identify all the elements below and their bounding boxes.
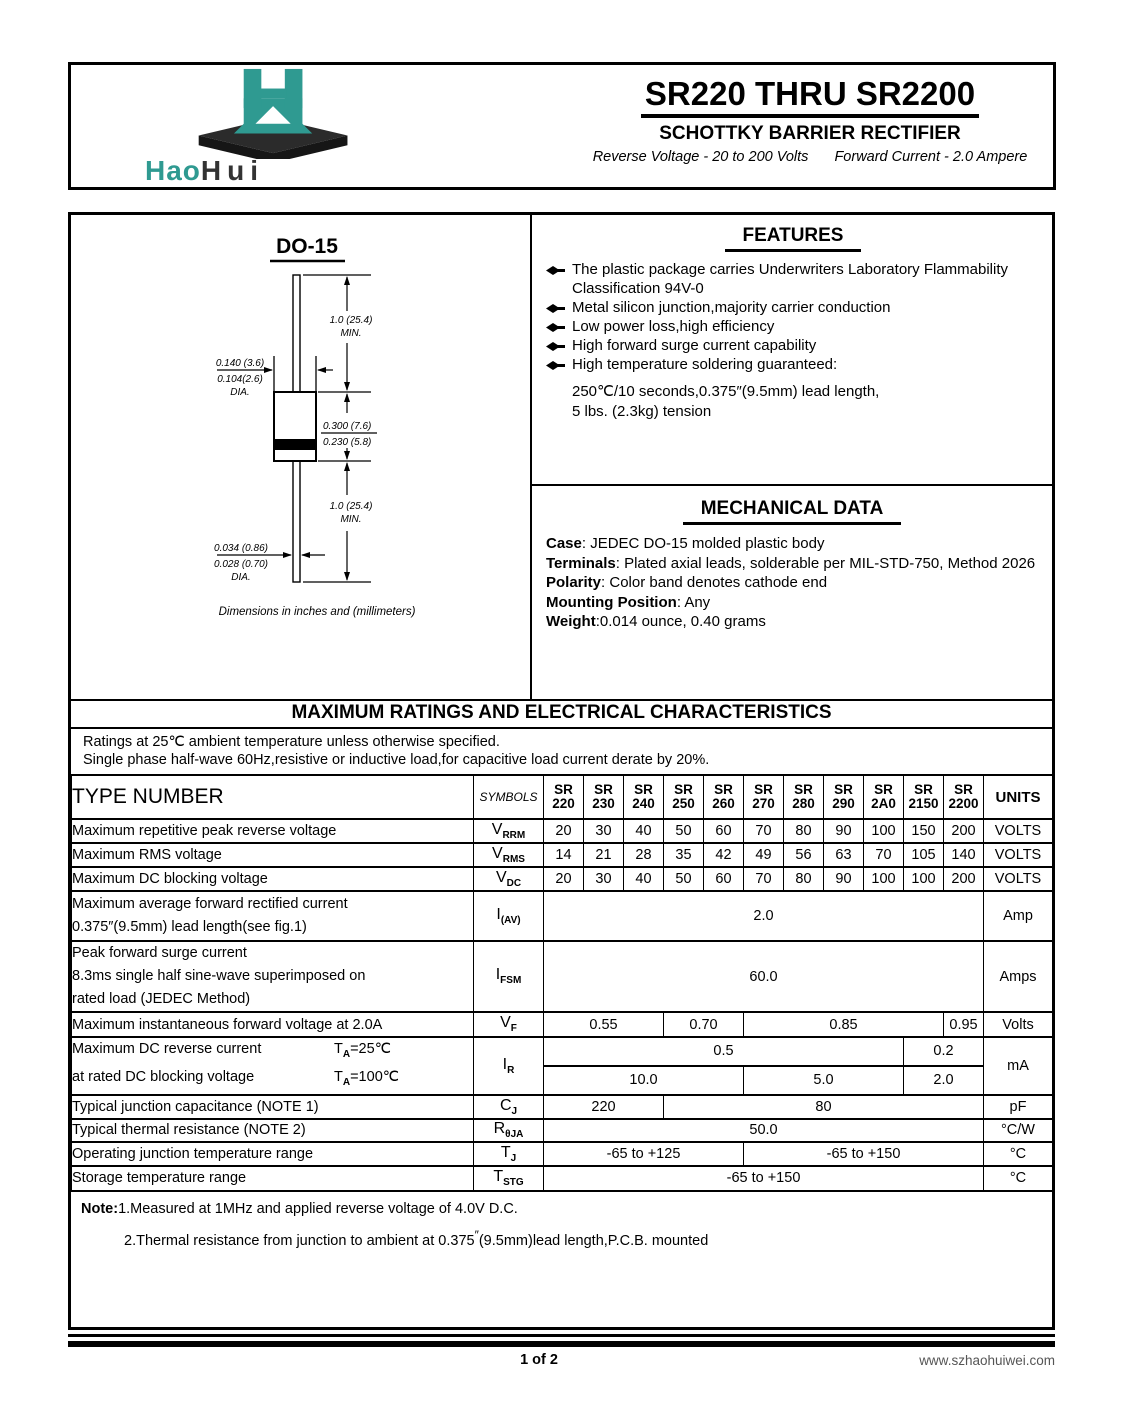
table-row-vf bbox=[72, 1012, 1053, 1037]
type-col-sr2a0: SR 2A0 bbox=[864, 775, 904, 819]
dim-body-length-min: 0.230 (5.8) bbox=[323, 437, 372, 448]
package-drawing-panel bbox=[71, 215, 532, 699]
dim-body-dia-max: 0.140 (3.6) bbox=[215, 358, 265, 369]
feature-detail-lines: 250℃/10 seconds,0.375″(9.5mm) lead length, 5 lbs. (2.3kg) tension bbox=[572, 383, 880, 420]
unit-cell: VOLTS bbox=[984, 819, 1053, 843]
value-cell: 90 bbox=[824, 819, 864, 843]
value-cell: -65 to +150 bbox=[744, 1142, 984, 1166]
type-col-sr260: SR 260 bbox=[704, 775, 744, 819]
value-cell: 80 bbox=[784, 819, 824, 843]
value-cell: 0.95 bbox=[944, 1012, 984, 1037]
mech-row-terminals: Terminals: Plated axial leads, solderable per MIL-STD-750, Method 2026 bbox=[546, 554, 1036, 572]
table-row-vrms bbox=[72, 843, 1053, 867]
param-cell: Maximum DC reverse current $T_A=25℃$ at rated DC blocking voltage $T_A=100℃$ bbox=[72, 1037, 474, 1095]
ratings-tagline bbox=[576, 149, 1044, 165]
value-cell: 220 bbox=[544, 1095, 664, 1119]
mech-row-weight: Weight:0.014 ounce, 0.40 grams bbox=[546, 613, 766, 630]
condition-line: Single phase half-wave 60Hz,resistive or inductive load,for capacitive load current derate by 20%. bbox=[83, 751, 710, 768]
value-cell: 200 bbox=[944, 819, 984, 843]
symbol-cell: $I_{(AV)}$ bbox=[474, 891, 544, 941]
type-col-sr220: SR 220 bbox=[544, 775, 584, 819]
type-number-header: TYPE NUMBER bbox=[72, 775, 474, 819]
lead-top bbox=[293, 275, 300, 392]
feature-item: High temperature soldering guaranteed: bbox=[546, 355, 1042, 374]
param-cell: Operating junction temperature range bbox=[72, 1142, 474, 1166]
mech-row-case: Case: JEDEC DO-15 molded plastic body bbox=[546, 535, 825, 552]
value-cell: 63 bbox=[824, 843, 864, 867]
unit-cell: VOLTS bbox=[984, 867, 1053, 891]
value-cell: 2.0 bbox=[544, 891, 984, 941]
mech-row-mounting: Mounting Position: Any bbox=[546, 593, 711, 611]
dim-lead-top-length: 1.0 (25.4) bbox=[329, 315, 373, 326]
table-row-ir-25c bbox=[72, 1037, 1053, 1066]
value-cell: 70 bbox=[864, 843, 904, 867]
value-cell: 20 bbox=[544, 867, 584, 891]
table-row-iav bbox=[72, 891, 1053, 941]
value-cell: 150 bbox=[904, 819, 944, 843]
table-row-tj bbox=[72, 1142, 1053, 1166]
unit-cell: °C bbox=[984, 1142, 1053, 1166]
value-cell: 0.2 bbox=[904, 1037, 984, 1066]
reverse-voltage-range: Reverse Voltage - 20 to 200 Volts bbox=[592, 149, 809, 165]
part-number-title: SR220 THRU SR2200 bbox=[641, 75, 979, 118]
bullet-arrow-icon bbox=[546, 303, 565, 314]
condition-line: Ratings at 25℃ ambient temperature unless otherwise specified. bbox=[83, 734, 500, 750]
mechanical-data-title: MECHANICAL DATA bbox=[683, 498, 902, 525]
type-col-sr240: SR 240 bbox=[624, 775, 664, 819]
unit-cell: Volts bbox=[984, 1012, 1053, 1037]
value-cell: 20 bbox=[544, 819, 584, 843]
table-row-vrrm bbox=[72, 819, 1053, 843]
dim-lead-bottom-length: 1.0 (25.4) bbox=[329, 501, 373, 512]
type-col-sr230: SR 230 bbox=[584, 775, 624, 819]
device-type-subtitle: SCHOTTKY BARRIER RECTIFIER bbox=[659, 123, 961, 144]
feature-item: Metal silicon junction,majority carrier conduction bbox=[546, 298, 1042, 317]
unit-cell: Amps bbox=[984, 941, 1053, 1012]
param-cell: Typical junction capacitance (NOTE 1) bbox=[72, 1095, 474, 1119]
value-cell: 60 bbox=[704, 867, 744, 891]
dim-lead-dia-unit: DIA. bbox=[231, 572, 251, 583]
value-cell: 40 bbox=[624, 819, 664, 843]
dim-lead-bottom-min: MIN. bbox=[340, 514, 362, 525]
value-cell: 60 bbox=[704, 819, 744, 843]
symbol-cell: $I_R$ bbox=[474, 1037, 544, 1095]
unit-cell: pF bbox=[984, 1095, 1053, 1119]
value-cell: 100 bbox=[904, 867, 944, 891]
symbol-cell: $R_{\theta JA}$ bbox=[474, 1119, 544, 1142]
param-cell: Maximum DC blocking voltage bbox=[72, 867, 474, 891]
symbol-cell: $V_{RMS}$ bbox=[474, 843, 544, 867]
cathode-band bbox=[274, 439, 316, 450]
symbol-cell: $C_J$ bbox=[474, 1095, 544, 1119]
value-cell: 80 bbox=[664, 1095, 984, 1119]
unit-cell: mA bbox=[984, 1037, 1053, 1095]
package-name-label: DO-15 bbox=[276, 235, 338, 258]
content-box bbox=[68, 212, 1055, 1330]
upper-split bbox=[71, 215, 1052, 701]
symbol-cell: $V_{RRM}$ bbox=[474, 819, 544, 843]
value-cell: 70 bbox=[744, 819, 784, 843]
ratings-conditions bbox=[71, 729, 1052, 774]
value-cell: 105 bbox=[904, 843, 944, 867]
units-header: UNITS bbox=[984, 775, 1053, 819]
value-cell: 90 bbox=[824, 867, 864, 891]
value-cell: 50.0 bbox=[544, 1119, 984, 1142]
table-header-row bbox=[72, 775, 1053, 819]
value-cell: 100 bbox=[864, 819, 904, 843]
lead-bottom bbox=[293, 461, 300, 582]
logo-text-hui: Hui bbox=[200, 155, 265, 186]
value-cell: 5.0 bbox=[744, 1066, 904, 1095]
value-cell: 42 bbox=[704, 843, 744, 867]
symbol-cell: $I_{FSM}$ bbox=[474, 941, 544, 1012]
value-cell: 40 bbox=[624, 867, 664, 891]
diode-body bbox=[274, 392, 316, 461]
mechanical-data-rows bbox=[546, 534, 1038, 632]
mechanical-data-section bbox=[532, 486, 1052, 632]
type-col-sr250: SR 250 bbox=[664, 775, 704, 819]
value-cell: 80 bbox=[784, 867, 824, 891]
website-url: www.szhaohuiwei.com bbox=[919, 1353, 1055, 1368]
page-number: 1 of 2 bbox=[520, 1352, 558, 1368]
dim-body-dia-min: 0.104(2.6) bbox=[217, 374, 263, 385]
param-cell: Maximum RMS voltage bbox=[72, 843, 474, 867]
symbol-cell: $T_J$ bbox=[474, 1142, 544, 1166]
bullet-arrow-icon bbox=[546, 322, 565, 333]
dim-lead-top-min: MIN. bbox=[340, 328, 362, 339]
type-col-sr280: SR 280 bbox=[784, 775, 824, 819]
feature-item: The plastic package carries Underwriters Laboratory Flammability Classification 94V-0 bbox=[546, 260, 1042, 298]
footer-rule bbox=[68, 1334, 1055, 1347]
logo-text-hao: Hao bbox=[145, 155, 201, 186]
param-cell: Maximum instantaneous forward voltage at 2.0A bbox=[72, 1012, 474, 1037]
value-cell: -65 to +150 bbox=[544, 1166, 984, 1191]
table-row-vdc bbox=[72, 867, 1053, 891]
value-cell: 100 bbox=[864, 867, 904, 891]
unit-cell: °C/W bbox=[984, 1119, 1053, 1142]
symbol-cell: $V_{DC}$ bbox=[474, 867, 544, 891]
value-cell: 0.5 bbox=[544, 1037, 904, 1066]
symbol-cell: $V_F$ bbox=[474, 1012, 544, 1037]
table-row-cj bbox=[72, 1095, 1053, 1119]
value-cell: 70 bbox=[744, 867, 784, 891]
value-cell: 200 bbox=[944, 867, 984, 891]
value-cell: 50 bbox=[664, 819, 704, 843]
value-cell: 140 bbox=[944, 843, 984, 867]
value-cell: 49 bbox=[744, 843, 784, 867]
unit-cell: Amp bbox=[984, 891, 1053, 941]
unit-cell: °C bbox=[984, 1166, 1053, 1191]
header-box bbox=[68, 62, 1056, 190]
feature-item: High forward surge current capability bbox=[546, 336, 1042, 355]
features-section bbox=[532, 215, 1052, 486]
right-column bbox=[532, 215, 1052, 699]
type-col-sr270: SR 270 bbox=[744, 775, 784, 819]
value-cell: 30 bbox=[584, 867, 624, 891]
type-col-sr2200: SR 2200 bbox=[944, 775, 984, 819]
value-cell: 56 bbox=[784, 843, 824, 867]
symbol-cell: $T_{STG}$ bbox=[474, 1166, 544, 1191]
features-title: FEATURES bbox=[725, 225, 862, 252]
haohui-logo bbox=[145, 67, 405, 187]
dim-lead-dia-max: 0.034 (0.86) bbox=[214, 543, 268, 554]
ratings-section-title: MAXIMUM RATINGS AND ELECTRICAL CHARACTERISTICS bbox=[71, 701, 1052, 729]
unit-cell: VOLTS bbox=[984, 843, 1053, 867]
param-cell: Maximum repetitive peak reverse voltage bbox=[72, 819, 474, 843]
features-list bbox=[544, 260, 1042, 374]
value-cell: -65 to +125 bbox=[544, 1142, 744, 1166]
value-cell: 21 bbox=[584, 843, 624, 867]
ratings-table bbox=[71, 774, 1053, 1192]
drawing-caption: Dimensions in inches and (millimeters) bbox=[218, 606, 416, 618]
symbols-header: SYMBOLS bbox=[474, 775, 544, 819]
param-cell: Peak forward surge current 8.3ms single half sine-wave superimposed on rated load (JEDEC Method) bbox=[72, 941, 474, 1012]
table-row-ifsm bbox=[72, 941, 1053, 1012]
value-cell: 0.55 bbox=[544, 1012, 664, 1037]
type-col-sr290: SR 290 bbox=[824, 775, 864, 819]
feature-item: Low power loss,high efficiency bbox=[546, 317, 1042, 336]
table-row-tstg bbox=[72, 1166, 1053, 1191]
value-cell: 60.0 bbox=[544, 941, 984, 1012]
param-cell: Typical thermal resistance (NOTE 2) bbox=[72, 1119, 474, 1142]
value-cell: 30 bbox=[584, 819, 624, 843]
logo-wordmark bbox=[145, 155, 405, 187]
value-cell: 28 bbox=[624, 843, 664, 867]
forward-current-rating: Forward Current - 2.0 Ampere bbox=[834, 149, 1028, 165]
type-col-sr2150: SR 2150 bbox=[904, 775, 944, 819]
bullet-arrow-icon bbox=[546, 360, 565, 371]
dim-body-dia-unit: DIA. bbox=[230, 387, 250, 398]
mech-row-polarity: Polarity: Color band denotes cathode end bbox=[546, 574, 828, 591]
bullet-arrow-icon bbox=[546, 265, 565, 276]
dim-lead-dia-min: 0.028 (0.70) bbox=[214, 559, 268, 570]
param-cell: Maximum average forward rectified current 0.375″(9.5mm) lead length(see fig.1) bbox=[72, 891, 474, 941]
notes-block bbox=[71, 1192, 1052, 1249]
note-line-1: Note:1.Measured at 1MHz and applied reverse voltage of 4.0V D.C. bbox=[81, 1200, 518, 1217]
note-line-2: 2.Thermal resistance from junction to ambient at 0.375″(9.5mm)lead length,P.C.B. mounted bbox=[124, 1227, 709, 1249]
param-cell: Storage temperature range bbox=[72, 1166, 474, 1191]
value-cell: 14 bbox=[544, 843, 584, 867]
value-cell: 2.0 bbox=[904, 1066, 984, 1095]
value-cell: 0.85 bbox=[744, 1012, 944, 1037]
value-cell: 10.0 bbox=[544, 1066, 744, 1095]
do15-outline-drawing bbox=[71, 215, 530, 699]
value-cell: 0.70 bbox=[664, 1012, 744, 1037]
bullet-arrow-icon bbox=[546, 341, 565, 352]
title-block bbox=[576, 75, 1044, 165]
dim-body-length-max: 0.300 (7.6) bbox=[323, 421, 372, 432]
table-row-rthja bbox=[72, 1119, 1053, 1142]
value-cell: 50 bbox=[664, 867, 704, 891]
value-cell: 35 bbox=[664, 843, 704, 867]
haohui-logo-mark bbox=[189, 67, 364, 159]
